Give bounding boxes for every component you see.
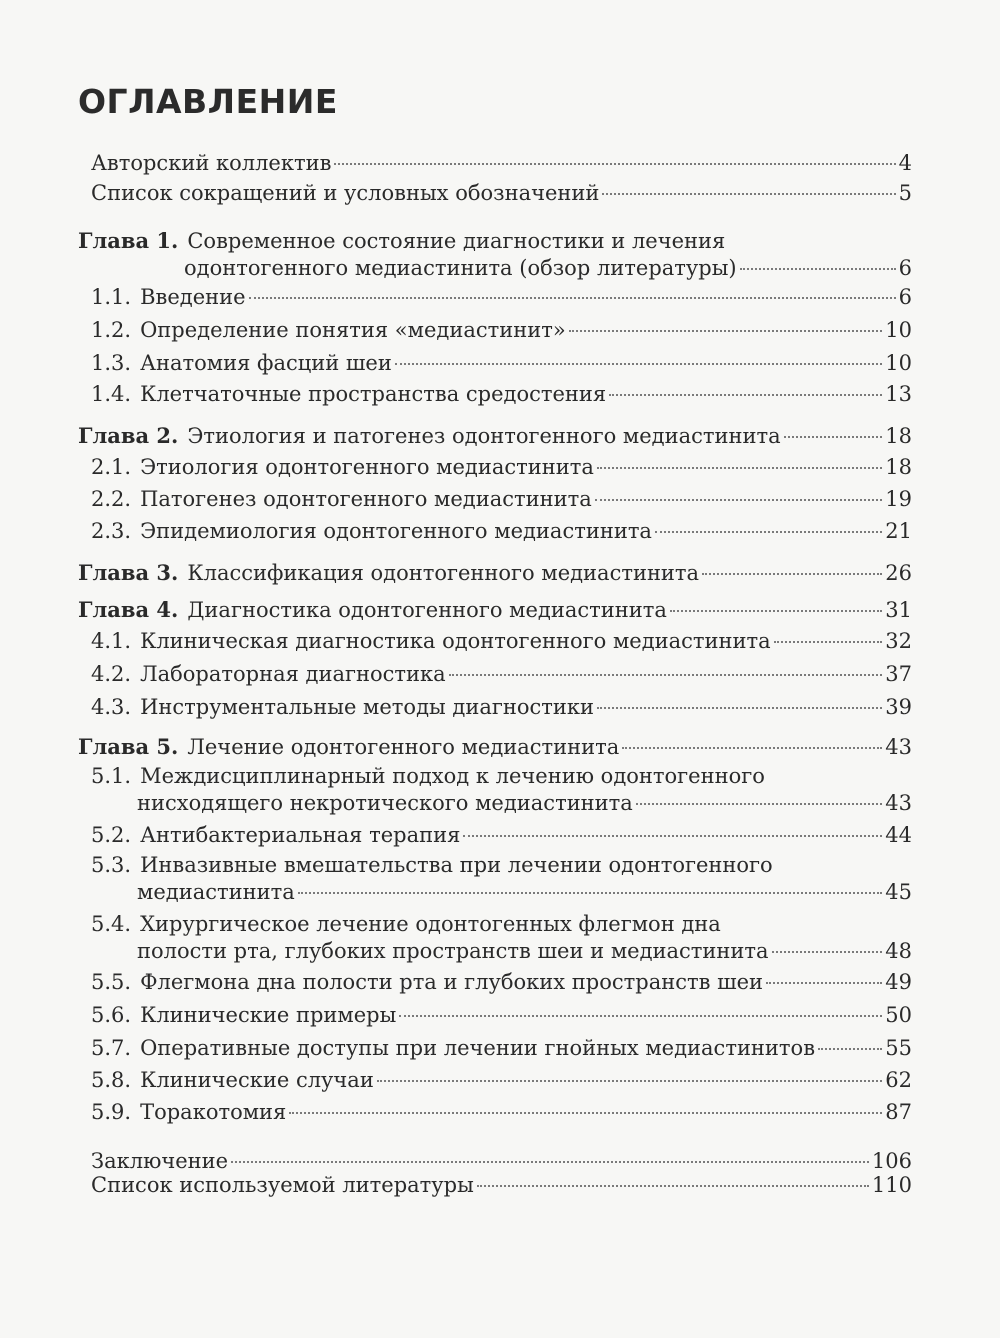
page-number: 18 [885, 424, 912, 448]
page-number: 44 [885, 823, 912, 847]
toc-title-line [78, 227, 725, 255]
toc-title: полости рта, глубоких пространств шеи и медиастинита [137, 939, 769, 963]
section-number: 4.3. [91, 695, 132, 719]
chapter-label: Глава 1. [78, 228, 179, 253]
toc-title: Лабораторная диагностика [140, 662, 446, 686]
toc-title: Флегмона дна полости рта и глубоких пространств шеи [140, 970, 764, 994]
toc-title-line [91, 851, 773, 879]
dot-leader [569, 330, 883, 332]
dot-leader [377, 1080, 882, 1082]
toc-title: Патогенез одонтогенного медиастинита [140, 487, 592, 511]
page-number: 50 [885, 1003, 912, 1027]
page-number: 4 [898, 151, 912, 175]
toc-title: Авторский коллектив [91, 151, 332, 175]
toc-title: Определение понятия «медиастинит» [140, 318, 566, 342]
dot-leader [298, 892, 883, 894]
toc-title-first-line: Междисциплинарный подход к лечению одонтогенного [140, 764, 765, 788]
toc-title-line [91, 910, 721, 938]
page-number: 6 [898, 285, 912, 309]
section-number: 5.5. [91, 970, 132, 994]
dot-leader [636, 803, 882, 805]
page-number: 37 [885, 662, 912, 686]
page-number: 55 [885, 1036, 912, 1060]
section-number: 4.1. [91, 629, 132, 653]
page-number: 62 [885, 1068, 912, 1092]
dot-leader [597, 467, 882, 469]
page-number: 43 [885, 791, 912, 815]
toc-title: нисходящего некротического медиастинита [137, 791, 633, 815]
toc-title: Эпидемиология одонтогенного медиастинита [140, 519, 652, 543]
page-number: 19 [885, 487, 912, 511]
page-number: 13 [885, 382, 912, 406]
dot-leader [449, 674, 883, 676]
toc-title: Антибактериальная терапия [140, 823, 461, 847]
page-number: 32 [885, 629, 912, 653]
toc-title: Классификация одонтогенного медиастинита [187, 561, 700, 585]
toc-title: Клиническая диагностика одонтогенного медиастинита [140, 629, 771, 653]
dot-leader [784, 436, 883, 438]
toc-title: Анатомия фасций шеи [140, 351, 392, 375]
toc-title: Введение [140, 285, 246, 309]
dot-leader [477, 1185, 869, 1187]
page-number: 6 [898, 256, 912, 280]
toc-title-first-line: Современное состояние диагностики и лечения [187, 229, 726, 253]
dot-leader [597, 707, 882, 709]
dot-leader [772, 951, 883, 953]
toc-title: Этиология одонтогенного медиастинита [140, 455, 594, 479]
dot-leader [602, 193, 895, 195]
section-number: 5.7. [91, 1036, 132, 1060]
section-number: 2.1. [91, 455, 132, 479]
toc-title: Диагностика одонтогенного медиастинита [187, 598, 667, 622]
section-number: 5.9. [91, 1100, 132, 1124]
toc-title: Клинические примеры [140, 1003, 397, 1027]
section-number: 1.1. [91, 285, 132, 309]
dot-leader [399, 1015, 882, 1017]
dot-leader [702, 573, 882, 575]
page-number: 26 [885, 561, 912, 585]
dot-leader [622, 747, 882, 749]
section-number: 2.2. [91, 487, 132, 511]
toc-title: медиастинита [137, 880, 295, 904]
toc-title: Список сокращений и условных обозначений [91, 181, 600, 205]
toc-title-first-line: Инвазивные вмешательства при лечении одонтогенного [140, 853, 773, 877]
page-title: ОГЛАВЛЕНИЕ [78, 82, 338, 121]
dot-leader [463, 835, 882, 837]
page-number: 45 [885, 880, 912, 904]
toc-title: одонтогенного медиастинита (обзор литературы) [184, 256, 737, 280]
section-number: 5.3. [91, 853, 132, 877]
dot-leader [766, 982, 882, 984]
chapter-label: Глава 2. [78, 423, 179, 448]
toc-title: Список используемой литературы [91, 1173, 474, 1197]
page-number: 49 [885, 970, 912, 994]
page-number: 87 [885, 1100, 912, 1124]
chapter-label: Глава 4. [78, 597, 179, 622]
toc-title-line [91, 762, 765, 790]
dot-leader [595, 499, 883, 501]
page-number: 10 [885, 351, 912, 375]
chapter-label: Глава 5. [78, 734, 179, 759]
dot-leader [289, 1112, 882, 1114]
page-number: 21 [885, 519, 912, 543]
toc-title-first-line: Хирургическое лечение одонтогенных флегмон дна [140, 912, 721, 936]
page-number: 43 [885, 735, 912, 759]
page-number: 39 [885, 695, 912, 719]
page-number: 5 [898, 181, 912, 205]
dot-leader [740, 268, 896, 270]
dot-leader [655, 531, 882, 533]
dot-leader [334, 163, 895, 165]
section-number: 5.4. [91, 912, 132, 936]
page-number: 10 [885, 318, 912, 342]
section-number: 5.8. [91, 1068, 132, 1092]
toc-title: Оперативные доступы при лечении гнойных медиастинитов [140, 1036, 816, 1060]
section-number: 1.4. [91, 382, 132, 406]
toc-title: Торакотомия [140, 1100, 287, 1124]
section-number: 2.3. [91, 519, 132, 543]
section-number: 5.6. [91, 1003, 132, 1027]
toc-title: Заключение [91, 1149, 229, 1173]
toc-title: Инструментальные методы диагностики [140, 695, 594, 719]
dot-leader [231, 1161, 869, 1163]
dot-leader [670, 610, 882, 612]
toc-title: Клинические случаи [140, 1068, 374, 1092]
section-number: 1.3. [91, 351, 132, 375]
dot-leader [395, 363, 882, 365]
dot-leader [249, 297, 896, 299]
section-number: 1.2. [91, 318, 132, 342]
section-number: 5.1. [91, 764, 132, 788]
section-number: 5.2. [91, 823, 132, 847]
toc-title: Клетчаточные пространства средостения [140, 382, 607, 406]
toc-title: Этиология и патогенез одонтогенного медиастинита [187, 424, 781, 448]
page-number: 48 [885, 939, 912, 963]
toc-title: Лечение одонтогенного медиастинита [187, 735, 620, 759]
section-number: 4.2. [91, 662, 132, 686]
dot-leader [609, 394, 882, 396]
dot-leader [818, 1048, 882, 1050]
page-number: 18 [885, 455, 912, 479]
dot-leader [774, 641, 883, 643]
chapter-label: Глава 3. [78, 560, 179, 585]
page-number: 110 [871, 1173, 912, 1197]
page-number: 31 [885, 598, 912, 622]
page-number: 106 [871, 1149, 912, 1173]
